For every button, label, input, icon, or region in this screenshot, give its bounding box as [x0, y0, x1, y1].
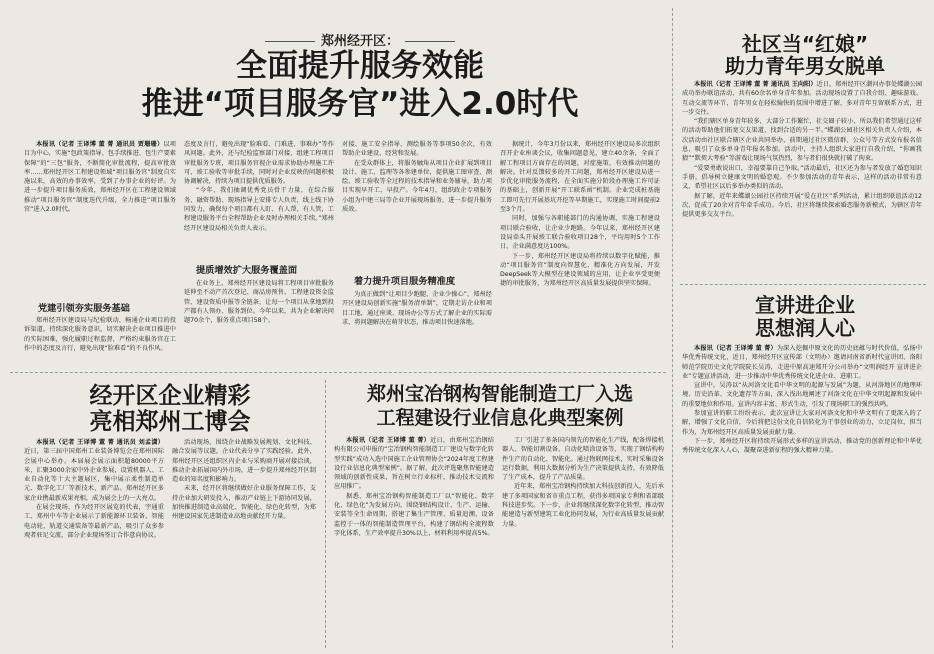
expo-paragraph-a: 近日，第三届中国郑州工业装备博览会在郑州国际会展中心举办。本届展会展示面积超80000平方米，汇聚3000余家中外企业参展，设置机器人、工业自动化等十大主题展区，集中展示柔性制造单元、数字化工厂等新技术、新产品。郑州经开区多家企业携最新成果亮相，成为展会上的一大亮点。 — [24, 448, 164, 502]
lead-col3-paragraph-b: 在受众群体上，将服务触角从项目企业扩展到项目设计、施工、监理等各参建单位，提供施工图审查、测绘、竣工验收等全过程的技术指导和业务辅导，助力项目实现早开工、早投产。今年4月，组织政企专项服务小组为中建三局等企业开展现场服务，进一步提升服务质效。 — [342, 159, 492, 214]
lead-col4 — [500, 140, 660, 365]
lead-col1-body — [24, 316, 176, 364]
steel-col2 — [502, 436, 664, 648]
lead-kicker: 郑州经开区： — [180, 30, 540, 49]
column-divider-bottom — [325, 380, 326, 648]
expo-paragraph-c: 活动现场，围绕企业战略发展规划、文化科技、融合发展等议题，企业代表分享了实践经验。此外，郑州经开区还组织区内企业与采购商开展对接洽谈，推动企业拓展国内外市场，进一步提升郑州经开区制造业的知名度和影响力。 — [172, 439, 316, 484]
lead-byline: 本报讯（记者 王译博 董 菁 通讯员 贾珊珊） — [36, 141, 164, 148]
rule-right-mid — [680, 284, 926, 285]
steel-paragraph-b: 据悉，郑州宝冶钢构智能制造工厂以“智能化、数字化、绿色化”为发展方向，围绕钢结构设计、生产、运输、安装等全生命周期，搭建了集生产管理、质量追溯、设备监控于一体的智能制造管理平台，构建了钢结构全流程数字化体系，生产效率提升30%以上，材料利用率提高5%。 — [334, 492, 494, 537]
expo-paragraph-d: 未来，经开区将继续做好企业服务保障工作，支持企业加大研发投入，推动产业链上下游协同发展，加快推进制造业高端化、智能化、绿色化转型，为郑州建设国家先进制造业高地贡献经开力量。 — [172, 485, 316, 521]
lead-col4-paragraph-c: 下一步，郑州经开区建设局将持续以数字化赋能，推动“项目服务官”制度向智慧化、精准化方向发展，开发DeepSeek等大模型在建设领域的应用，让企业享受更便捷的审批服务，为郑州经开区高质量发展提供坚实保障。 — [500, 252, 660, 288]
lead-col3-top — [342, 140, 492, 268]
lecture-body — [682, 344, 922, 646]
expo-col1 — [24, 438, 164, 648]
lead-col3-bottom — [342, 290, 492, 365]
steel-headline-line1: 郑州宝冶钢构智能制造工厂入选 — [366, 383, 633, 405]
lecture-paragraph-b: 宣讲中，吴涛以“从河洛文化看中华文明的起源与发展”为题，从河洛地区的地理环境、历史沿革、文化遗存等方面，深入浅出地阐述了河洛文化在中华文明起源和发展中的重要地位和作用。宣讲内容丰富、形式生动，引发了现场职工的强烈共鸣。 — [682, 382, 922, 408]
lecture-byline: 本报讯（记者 王译博 董 菁） — [694, 345, 777, 352]
lead-subhead-3: 着力提升项目服务精准度 — [354, 276, 456, 287]
lead-intro-text: 以项目为中心，实施“包政策指导、包手续推进、包生产要素保障”的“三包”服务，不断简化审批流程，提高审批效率……郑州经开区工程建设领域“项目服务官”制度自实施以来，高效的办事效率，受到了办事企业的好评。为进一步提升项目服务质效，郑州经开区在工程建设领域推动“项目服务官”制度迭代升级，全力推进“项目服务官”进入2.0时代。 — [24, 141, 176, 214]
lead-col2-bottom — [184, 279, 334, 365]
column-divider-right — [672, 8, 673, 648]
lead-col2-paragraph-a: 态度及言行，避免出现“脸难看、门难进、事难办”等作风问题。此外，还与纪检监察部门对接，组建工程项目审批服务专班，项目服务官视企业需求协助办理施工许可、竣工验收等审批手续，同时对企业反映的问题积极协调解决，持续为项目提供优质服务。 — [184, 141, 334, 186]
matchmaker-headline-line2: 助力青年男女脱单 — [725, 54, 885, 78]
matchmaker-body — [682, 80, 922, 278]
lecture-headline-line1: 宣讲进企业 — [755, 293, 855, 317]
rule-lead-bottom — [10, 372, 666, 373]
matchmaker-paragraph-b: “我们辖区单身青年较多，大部分工作繁忙，社交圈子较小，所以我们希望通过这样的活动帮助他们拓宽交友渠道，找到合适的另一半。”蝶湖公园社区相关负责人介绍，本次活动由社区联合辖区企业共同举办，前期通过社区微信群、公众号等方式发布报名信息，吸引了众多单身青年报名参加。活动中，主持人组织大家进行自我介绍，“你画我猜”“默契大考验”等游戏让现场气氛热烈，参与者们很快就打破了拘束。 — [682, 118, 922, 163]
lead-col3-paragraph-c: 为真正做到“让项目少跑腿、企业少操心”，郑州经开区建设局创新实施“服务清单制”，定期走访企业和项目工地，通过座谈、现场办公等方式了解企业的实际需求，将问题解决在萌芽状态，推动项目快速落地。 — [342, 291, 492, 326]
lead-col2-paragraph-c: 在业务上，郑州经开区建设局将工程项目审批服务延伸至不动产首次登记、商品房预售、工程建设资金监管、建设资质申报等全链条，让每一个项目从拿地到投产都有人领办、服务到位。今年以来，共为企业解决问题70余个，服务重点项目58个。 — [184, 280, 334, 325]
lecture-headline-line2: 思想润人心 — [755, 316, 855, 340]
lead-col2-top — [184, 140, 334, 258]
steel-paragraph-a: 近日，由郑州宝冶钢结构有限公司申报的“宝冶钢构智能制造工厂建设与数字化转型实践”成功入选中国施工企业管理协会“2024年度工程建设行业信息化典型案例”。据了解，此次评选聚焦智能建造领域的创新性成果，旨在树立行业标杆，推动技术交流和应用推广。 — [334, 437, 494, 491]
steel-byline: 本报讯（记者 王译博 董 菁） — [346, 437, 431, 444]
matchmaker-headline-line1: 社区当“红娘” — [741, 32, 869, 56]
lead-col3-paragraph-a: 对接、施工安全指导、测绘服务等事项50余次，有效帮助企业建设、经营和发展。 — [342, 141, 492, 158]
lead-col4-paragraph-a: 据统计，今年3月份以来，郑州经开区建设局多次组织召开企业座谈会议，收集问题意见，建立40余条，全面了解工程项目方面存在的问题，对症施策，有效推动问题的解决。针对反馈较多的开工问题，郑州经开区建设局进一步优化审批服务流程，在全面实施分阶段办理施工许可证的基础上，创新开展“开工联系函”机制。企业完成桩基施工即可先行开展基坑开挖等早期施工，实现施工时间提前2至3个月。 — [500, 141, 660, 214]
matchmaker-byline: 本报讯（记者 王译博 董 菁 通讯员 王向阳） — [694, 81, 817, 88]
lead-col1-paragraph: 郑州经开区建设局与纪检联动，畅通企业项目的投诉渠道，持续深化服务意识，切实解决企业项目推进中的实际困难，强化履职过程监督，严格约束服务官在工作中的态度及言行，避免出现“脸难看”的不良作风。 — [24, 317, 176, 352]
matchmaker-paragraph-c: “爱要勇敢说出口，幸福要靠自己争取。”活动最后，社区还为参与者发放了婚恋知识手册，倡导树立健康文明的婚恋观。不少参加活动的青年表示，这样的活动非常有意义，希望社区以后多举办类似的活动。 — [682, 164, 922, 191]
expo-headline-line1: 经开区企业精彩 — [89, 383, 251, 409]
lecture-paragraph-d: 下一步，郑州经开区将持续开展形式多样的宣讲活动，推动党的创新理论和中华优秀传统文化深入人心，凝聚奋进新征程的强大精神力量。 — [682, 437, 922, 455]
lead-subhead-2: 提质增效扩大服务覆盖面 — [196, 265, 298, 276]
lead-subhead-1: 党建引领夯实服务基础 — [38, 303, 130, 314]
lecture-paragraph-a: 为深入挖掘中原文化的历史底蕴与时代价值，弘扬中华优秀传统文化，近日，郑州经开区宣传部（文明办）邀请河南省新时代宣讲团、洛阳师范学院历史文化学院院长吴涛，走进中原高速郑开分公司举办“文明润经开 宣讲进企业”专题宣讲活动，进一步推动中华优秀传统文化进企业、进职工。 — [682, 345, 922, 380]
expo-headline-line2: 亮相郑州工博会 — [89, 409, 251, 435]
lead-col1-intro — [24, 140, 176, 292]
lead-headline-line1: 全面提升服务效能 — [236, 48, 484, 84]
lecture-paragraph-c: 参加宣讲的职工纷纷表示，此次宣讲让大家对河洛文化和中华文明有了更深入的了解，增强了文化自信，今后将把这份文化自信转化为干事创业的动力，立足岗位、担当作为，为郑州经开区高质量发展贡献力量。 — [682, 410, 922, 436]
matchmaker-paragraph-d: 据了解，近年来蝶湖公园社区持续开展“爱在社区”系列活动，累计组织联谊活动12次，促成了20余对青年牵手成功。今后，社区将继续探索婚恋服务新模式，为辖区青年提供更多交友平台。 — [682, 192, 922, 219]
steel-headline-line2: 工程建设行业信息化典型案例 — [376, 407, 624, 429]
expo-paragraph-b: 在展会现场，作为经开区展览的代表，宇通重工、郑州中车等企业展示了新能源环卫装备、智能电动轮、轨道交通装备等最新产品，吸引了众多参观者驻足交流，部分企业现场签订合作意向协议。 — [24, 504, 164, 539]
lead-col2-paragraph-b: “今年，我们抽调优秀党员骨干力量，在综合服务、融资帮助、现场指导上安排专人负责，线上线下协同发力，确保每个项目都有人盯、有人帮、有人管，工程建设服务平台全程帮助企业及时办理相关手续。”郑州经开区建设局相关负责人表示。 — [184, 187, 334, 232]
matchmaker-paragraph-a: 近日，郑州经开区潮河办事处蝶湖公园成功举办联谊活动，共有60余名单身青年参加。活动现场设置了自我介绍、趣味游戏、互动交流等环节，青年男女在轻松愉快的氛围中增进了解，多对青年互留联系方式，进一步交往。 — [682, 81, 922, 116]
steel-paragraph-d: 近年来，郑州宝冶钢构持续加大科技创新投入，先后承建了多项国家和省市重点工程，获得多项国家专利和省部级科技进步奖。下一步，企业将继续深化数字化转型，推动智能建造与新型建筑工业化协同发展，为行业高质量发展贡献力量。 — [502, 483, 664, 528]
expo-byline: 本报讯（记者 王译博 董 菁 通讯员 刘孟潇） — [36, 439, 164, 446]
lead-col4-paragraph-b: 同时，加强与各职能部门的沟通协调，实施工程建设项目联合验收，让企业少跑路。今年以来，郑州经开区建设局牵头开展竣工联合验收项目28个，平均用时5个工作日，企业满意度达100%。 — [500, 215, 660, 251]
steel-col1 — [334, 436, 494, 648]
lead-headline-line2: 推进“项目服务官”进入2.0时代 — [141, 86, 579, 122]
expo-col2 — [172, 438, 316, 648]
steel-paragraph-c: 工厂引进了多条国内领先的智能化生产线，配备焊接机器人、智能切割设备、自动化喷涂设备等，实现了钢结构构件生产的自动化、智能化。通过物联网技术，实时采集设备运行数据，利用大数据分析为生产决策提供支持，有效降低了生产成本，提升了产品质量。 — [502, 437, 664, 482]
